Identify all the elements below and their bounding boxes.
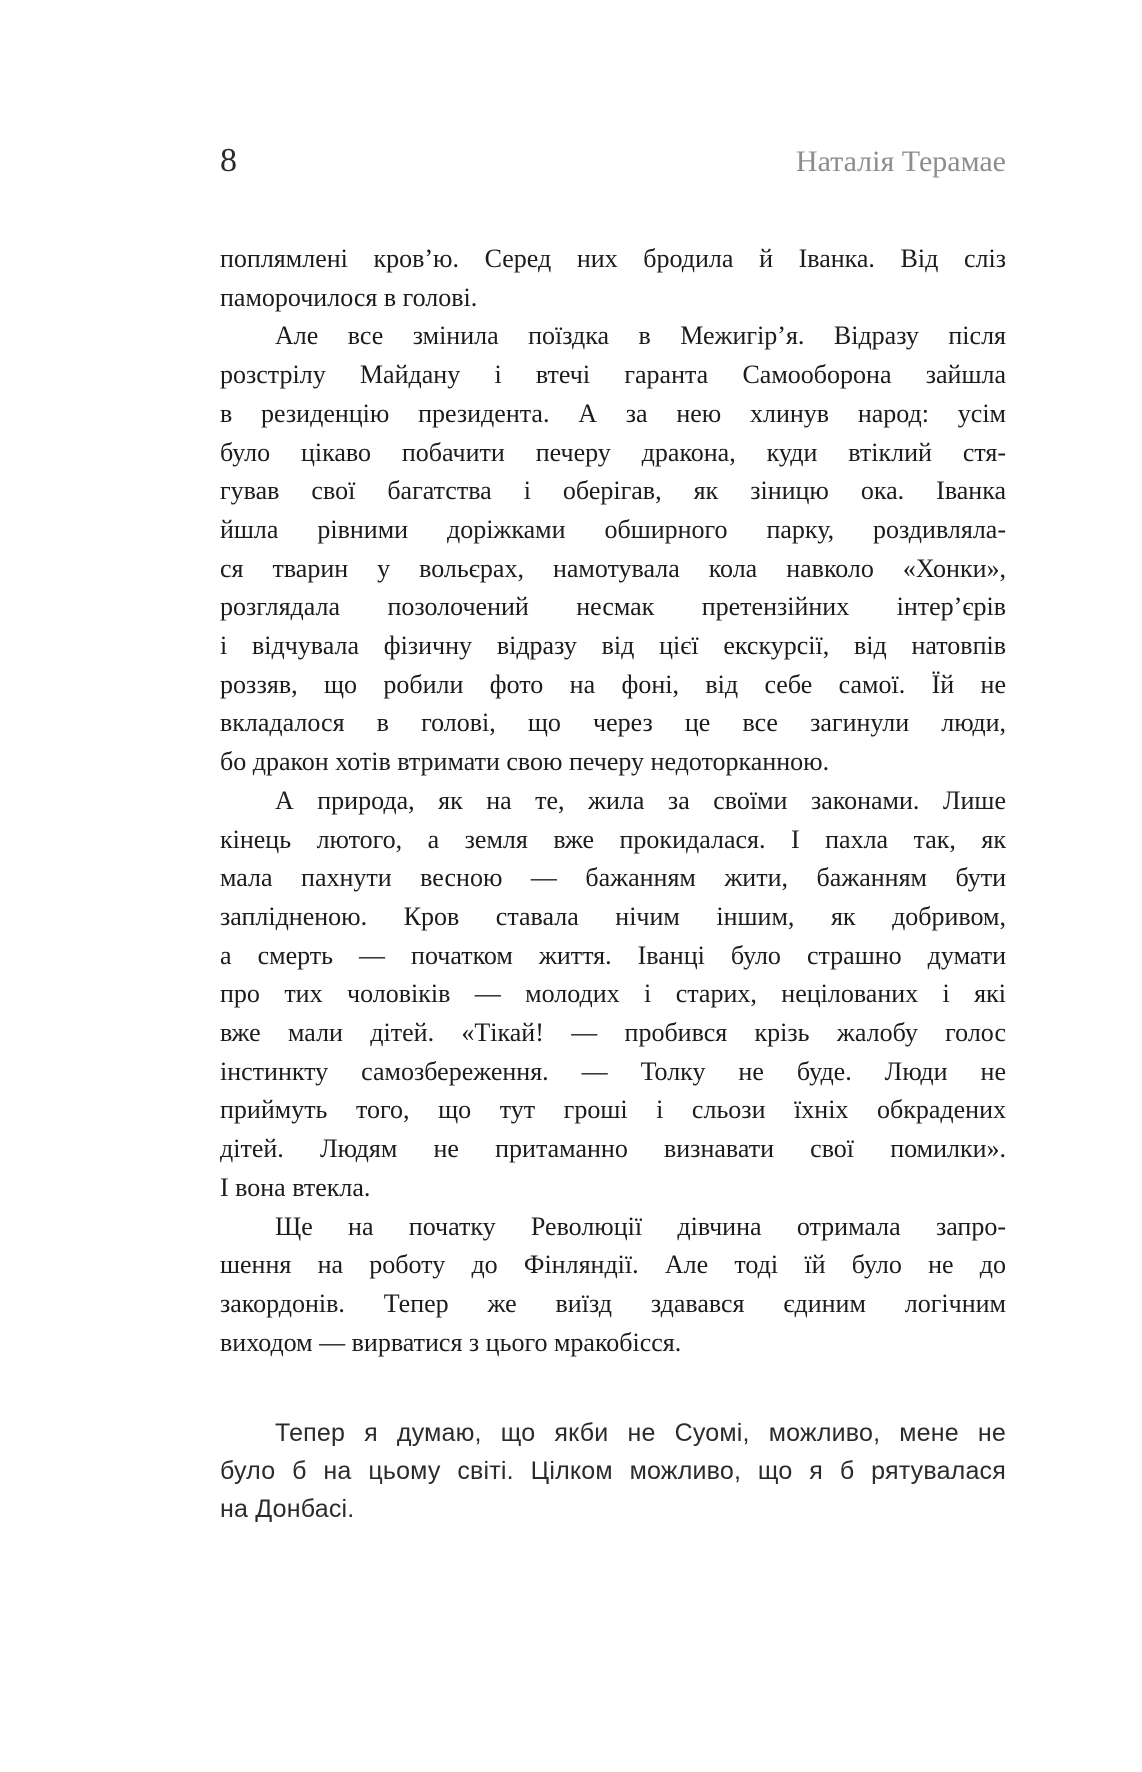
text-line: на Донбасі. — [220, 1495, 355, 1524]
text-line: про тих чоловіків — молодих і старих, нецілованих і які — [220, 979, 1006, 1009]
text-line: вже мали дітей. «Тікай! — пробився крізь жалобу голос — [220, 1018, 1006, 1048]
text-line: А природа, як на те, жила за своїми законами. Лише — [275, 785, 1006, 815]
text-line: дітей. Людям не притаманно визнавати свої помилки». — [220, 1134, 1006, 1164]
text-line: Ще на початку Революції дівчина отримала запро- — [275, 1211, 1006, 1241]
text-line: роззяв, що робили фото на фоні, від себе самої. Їй не — [220, 669, 1006, 699]
text-line: мала пахнути весною — бажанням жити, бажанням бути — [220, 863, 1006, 893]
text-line: І вона втекла. — [220, 1172, 371, 1202]
paragraph — [220, 240, 1006, 317]
text-line: йшла рівними доріжками обширного парку, роздивляла- — [220, 514, 1006, 544]
text-line: і відчувала фізичну відразу від цієї екскурсії, від натовпів — [220, 631, 1006, 661]
paragraph — [220, 782, 1006, 1208]
text-line: бо дракон хотів втримати свою печеру недоторканною. — [220, 747, 830, 777]
text-line: закордонів. Тепер же виїзд здавався єдиним логічним — [220, 1288, 1006, 1318]
running-header-author: Наталія Терамае — [795, 145, 1006, 178]
text-line: а смерть — початком життя. Іванці було страшно думати — [220, 940, 1006, 970]
text-line: приймуть того, що тут гроші і сльози їхніх обкрадених — [220, 1095, 1006, 1125]
text-line: Але все змінила поїздка в Межигір’я. Відразу після — [275, 321, 1006, 351]
text-line: паморочилося в голові. — [220, 282, 478, 312]
text-line: поплямлені кров’ю. Серед них бродила й Іванка. Від сліз — [220, 244, 1006, 273]
text-line: вкладалося в голові, що через це все загинули люди, — [220, 708, 1006, 738]
text-line: ся тварин у вольєрах, намотувала кола навколо «Хонки», — [220, 553, 1006, 583]
text-line: було цікаво побачити печеру дракона, куди втіклий стя- — [220, 437, 1006, 467]
text-line: інстинкту самозбереження. — Толку не буде. Люди не — [220, 1056, 1006, 1086]
page-body — [220, 240, 1006, 1528]
paragraph — [220, 317, 1006, 781]
text-line: розстрілу Майдану і втечі гаранта Самооборона зайшла — [220, 360, 1006, 390]
text-line: шення на роботу до Фінляндії. Але тоді їй було не до — [220, 1250, 1006, 1280]
text-line: заплідненою. Кров ставала нічим іншим, як добривом, — [220, 901, 1006, 931]
text-line: в резиденцію президента. А за нею хлинув народ: усім — [220, 398, 1006, 428]
text-line: Тепер я думаю, що якби не Суомі, можливо, мене не — [275, 1419, 1006, 1448]
page-header — [220, 142, 1006, 181]
text-line: було б на цьому світі. Цілком можливо, що я б рятувалася — [220, 1457, 1006, 1486]
paragraph — [220, 1208, 1006, 1363]
text-line: розглядала позолочений несмак претензійних інтер’єрів — [220, 592, 1006, 622]
page-number: 8 — [220, 142, 237, 179]
text-line: кінець лютого, а земля вже прокидалася. І пахла так, як — [220, 824, 1006, 854]
text-line: гував свої багатства і оберігав, як зіницю ока. Іванка — [220, 476, 1006, 506]
text-line: виходом — вирватися з цього мракобісся. — [220, 1327, 682, 1357]
paragraph — [220, 1414, 1006, 1528]
